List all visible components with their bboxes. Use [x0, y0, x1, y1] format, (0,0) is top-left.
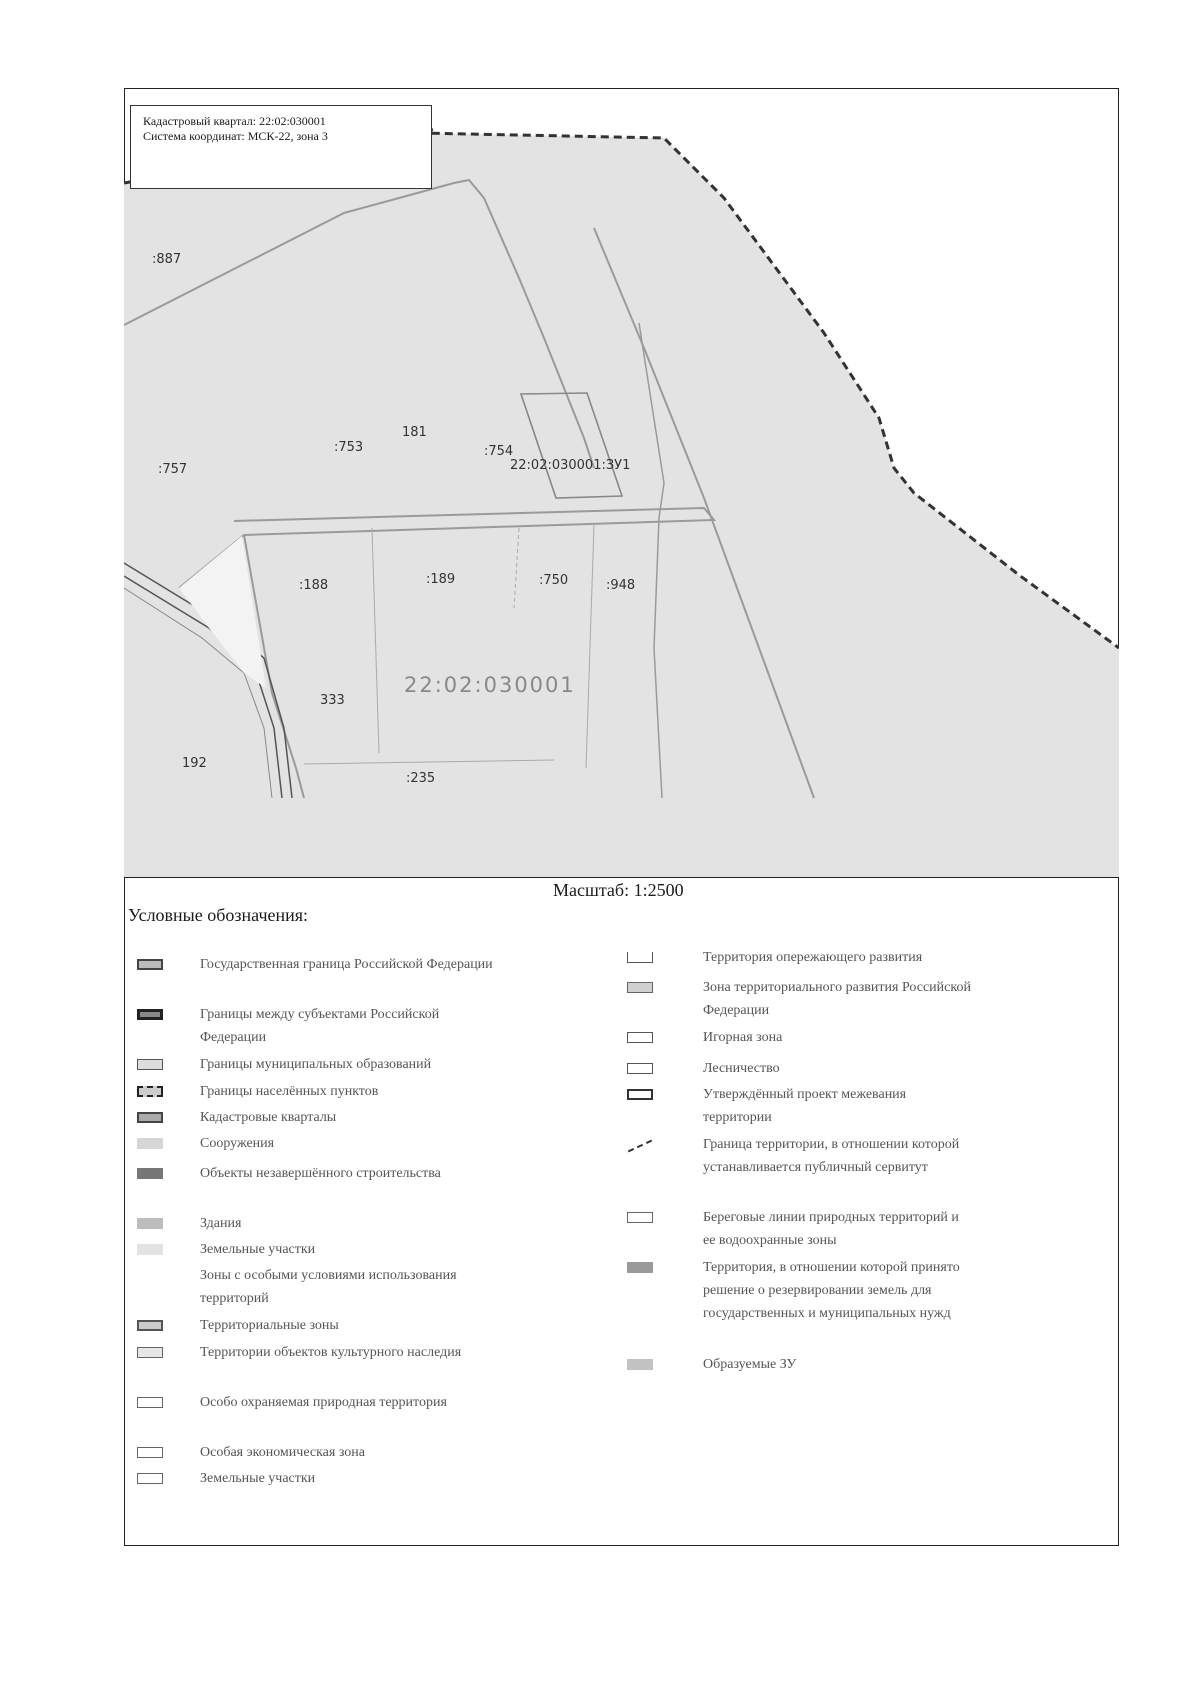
- parcel-label: 192: [182, 756, 207, 771]
- parcel-label-zu1: 22:02:030001:ЗУ1: [510, 458, 631, 473]
- coord-system-line: Система координат: МСК-22, зона 3: [143, 129, 328, 143]
- parcel-label: :189: [426, 572, 456, 587]
- legend-symbol: [627, 1089, 653, 1100]
- quarter-label: 22:02:030001: [404, 673, 576, 697]
- parcel-label: :753: [334, 440, 364, 455]
- legend-symbol: [137, 1347, 163, 1358]
- legend-symbol: [137, 1112, 163, 1123]
- map-divider: [124, 877, 1119, 878]
- legend-title: Условные обозначения:: [128, 905, 309, 925]
- legend-symbol: [137, 1397, 163, 1408]
- parcel-label: :235: [406, 771, 436, 786]
- parcel-label: :750: [539, 573, 569, 588]
- legend-symbol: [627, 982, 653, 993]
- map-header-box: [130, 105, 432, 189]
- map-scale: Масштаб: 1:2500: [553, 880, 684, 900]
- parcel-label: 333: [320, 693, 345, 708]
- parcel-label: :754: [484, 444, 514, 459]
- legend-symbol: [137, 1244, 163, 1255]
- legend-symbol: [627, 1262, 653, 1273]
- legend-symbol: [137, 1473, 163, 1484]
- legend-symbol: [137, 1447, 163, 1458]
- legend-symbol: [137, 1059, 163, 1070]
- parcel-label: 181: [402, 425, 427, 440]
- legend-symbol: [627, 1032, 653, 1043]
- legend-symbol: [627, 952, 653, 963]
- legend-symbol: [137, 1320, 163, 1331]
- legend-symbol: [627, 1063, 653, 1074]
- legend-symbol: [137, 1086, 163, 1097]
- legend-symbol: [137, 959, 163, 970]
- parcel-label: :948: [606, 578, 636, 593]
- legend-symbol: [627, 1212, 653, 1223]
- cadastral-map[interactable]: [124, 88, 1119, 878]
- map-canvas: [124, 88, 1119, 878]
- parcel-label: :188: [299, 578, 329, 593]
- legend-symbol: [137, 1138, 163, 1149]
- legend-symbol: [137, 1218, 163, 1229]
- legend-symbol: [627, 1359, 653, 1370]
- parcel-label: :887: [152, 252, 182, 267]
- quarter-line: Кадастровый квартал: 22:02:030001: [143, 114, 326, 128]
- legend-symbol: [137, 1168, 163, 1179]
- legend-symbol: [137, 1009, 163, 1020]
- parcel-label: :757: [158, 462, 188, 477]
- map-land-area: [124, 133, 1119, 878]
